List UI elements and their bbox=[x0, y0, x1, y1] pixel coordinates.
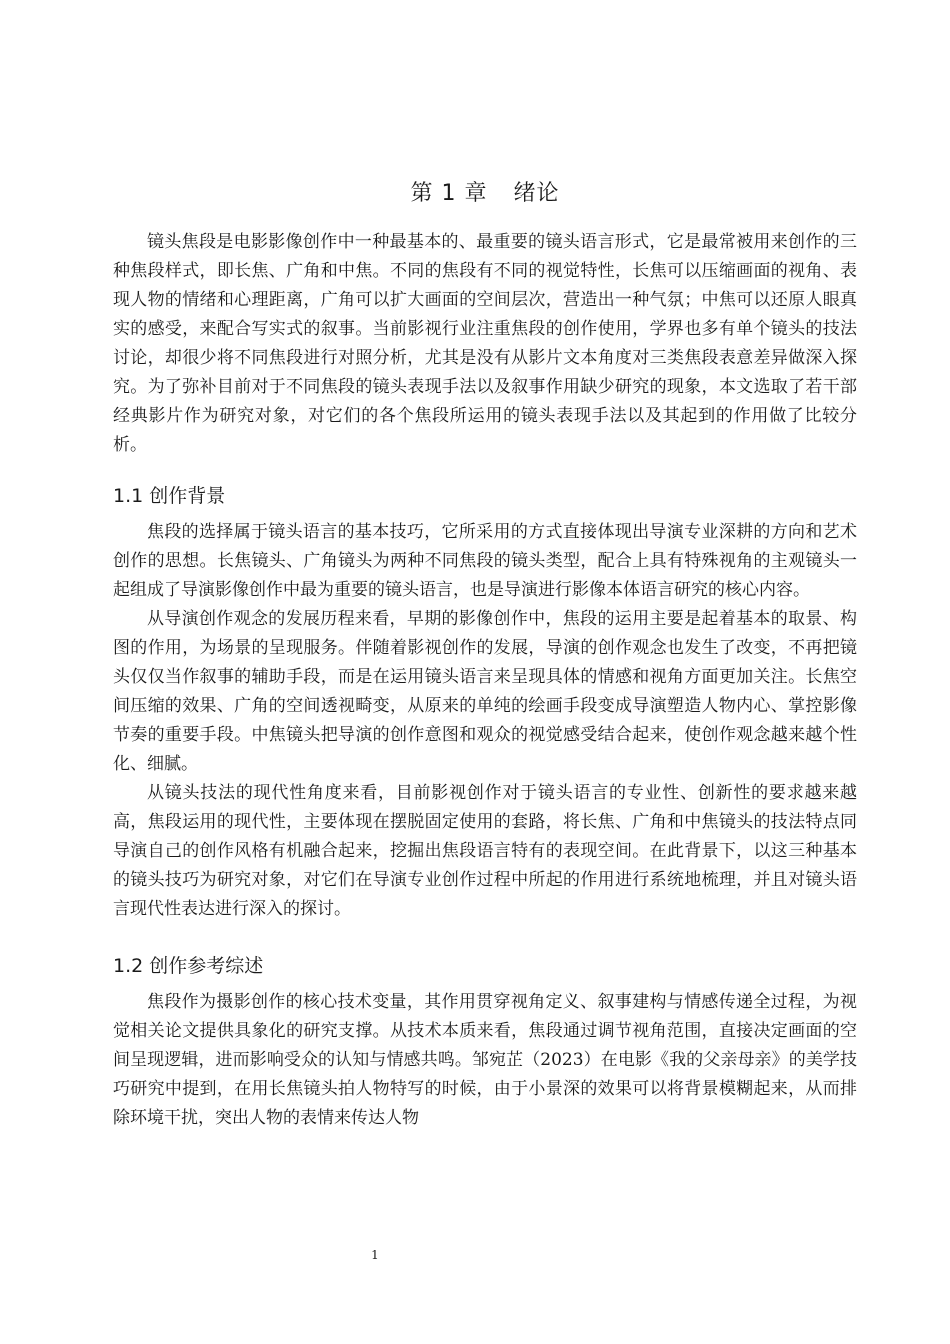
intro-paragraph: 镜头焦段是电影影像创作中一种最基本的、最重要的镜头语言形式，它是最常被用来创作的三种焦段样式，即长焦、广角和中焦。不同的焦段有不同的视觉特性，长焦可以压缩画面的视角、表现人物的情绪和心理距离，广角可以扩大画面的空间层次，营造出一种气氛；中焦可以还原人眼真实的感受，来配合写实式的叙事。当前影视行业注重焦段的创作使用，学界也多有单个镜头的技法讨论，却很少将不同焦段进行对照分析，尤其是没有从影片文本角度对三类焦段表意差异做深入探究。为了弥补目前对于不同焦段的镜头表现手法以及叙事作用缺少研究的现象，本文选取了若干部经典影片作为研究对象，对它们的各个焦段所运用的镜头表现手法以及其起到的作用做了比较分析。 bbox=[113, 232, 857, 455]
section-heading-1-2: 1.2 创作参考综述 bbox=[113, 955, 264, 977]
section-1-2-paragraph-1: 焦段作为摄影创作的核心技术变量，其作用贯穿视角定义、叙事建构与情感传递全过程，为视觉相关论文提供具象化的研究支撑。从技术本质来看，焦段通过调节视角范围，直接决定画面的空间呈现逻辑，进而影响受众的认知与情感共鸣。邹宛芷（2023）在电影《我的父亲母亲》的美学技巧研究中提到，在用长焦镜头拍人物特写的时候，由于小景深的效果可以将背景模糊起来，从而排除环境干扰，突出人物的表情来传达人物 bbox=[113, 992, 857, 1128]
section-1-1-paragraph-2: 从导演创作观念的发展历程来看，早期的影像创作中，焦段的运用主要是起着基本的取景、构图的作用，为场景的呈现服务。伴随着影视创作的发展，导演的创作观念也发生了改变，不再把镜头仅仅当作叙事的辅助手段，而是在运用镜头语言来呈现具体的情感和视角方面更加关注。长焦空间压缩的效果、广角的空间透视畸变，从原来的单纯的绘画手段变成导演塑造人物内心、掌控影像节奏的重要手段。中焦镜头把导演的创作意图和观众的视觉感受结合起来，使创作观念越来越个性化、细腻。 bbox=[113, 609, 857, 774]
section-1-1-paragraph-1: 焦段的选择属于镜头语言的基本技巧，它所采用的方式直接体现出导演专业深耕的方向和艺术创作的思想。长焦镜头、广角镜头为两种不同焦段的镜头类型，配合上具有特殊视角的主观镜头一起组成了导演影像创作中最为重要的镜头语言，也是导演进行影像本体语言研究的核心内容。 bbox=[113, 522, 857, 600]
page-number: 1 bbox=[371, 1248, 379, 1262]
chapter-number: 第 1 章 bbox=[410, 181, 488, 206]
page-content bbox=[113, 178, 857, 1133]
chapter-name: 绪论 bbox=[513, 181, 560, 206]
section-1-1-paragraph-3: 从镜头技法的现代性角度来看，目前影视创作对于镜头语言的专业性、创新性的要求越来越高，焦段运用的现代性，主要体现在摆脱固定使用的套路，将长焦、广角和中焦镜头的技法特点同导演自己的创作风格有机融合起来，挖掘出焦段语言特有的表现空间。在此背景下，以这三种基本的镜头技巧为研究对象，对它们在导演专业创作过程中所起的作用进行系统地梳理，并且对镜头语言现代性表达进行深入的探讨。 bbox=[113, 783, 857, 919]
chapter-title bbox=[113, 178, 857, 210]
section-heading-1-1: 1.1 创作背景 bbox=[113, 485, 226, 507]
